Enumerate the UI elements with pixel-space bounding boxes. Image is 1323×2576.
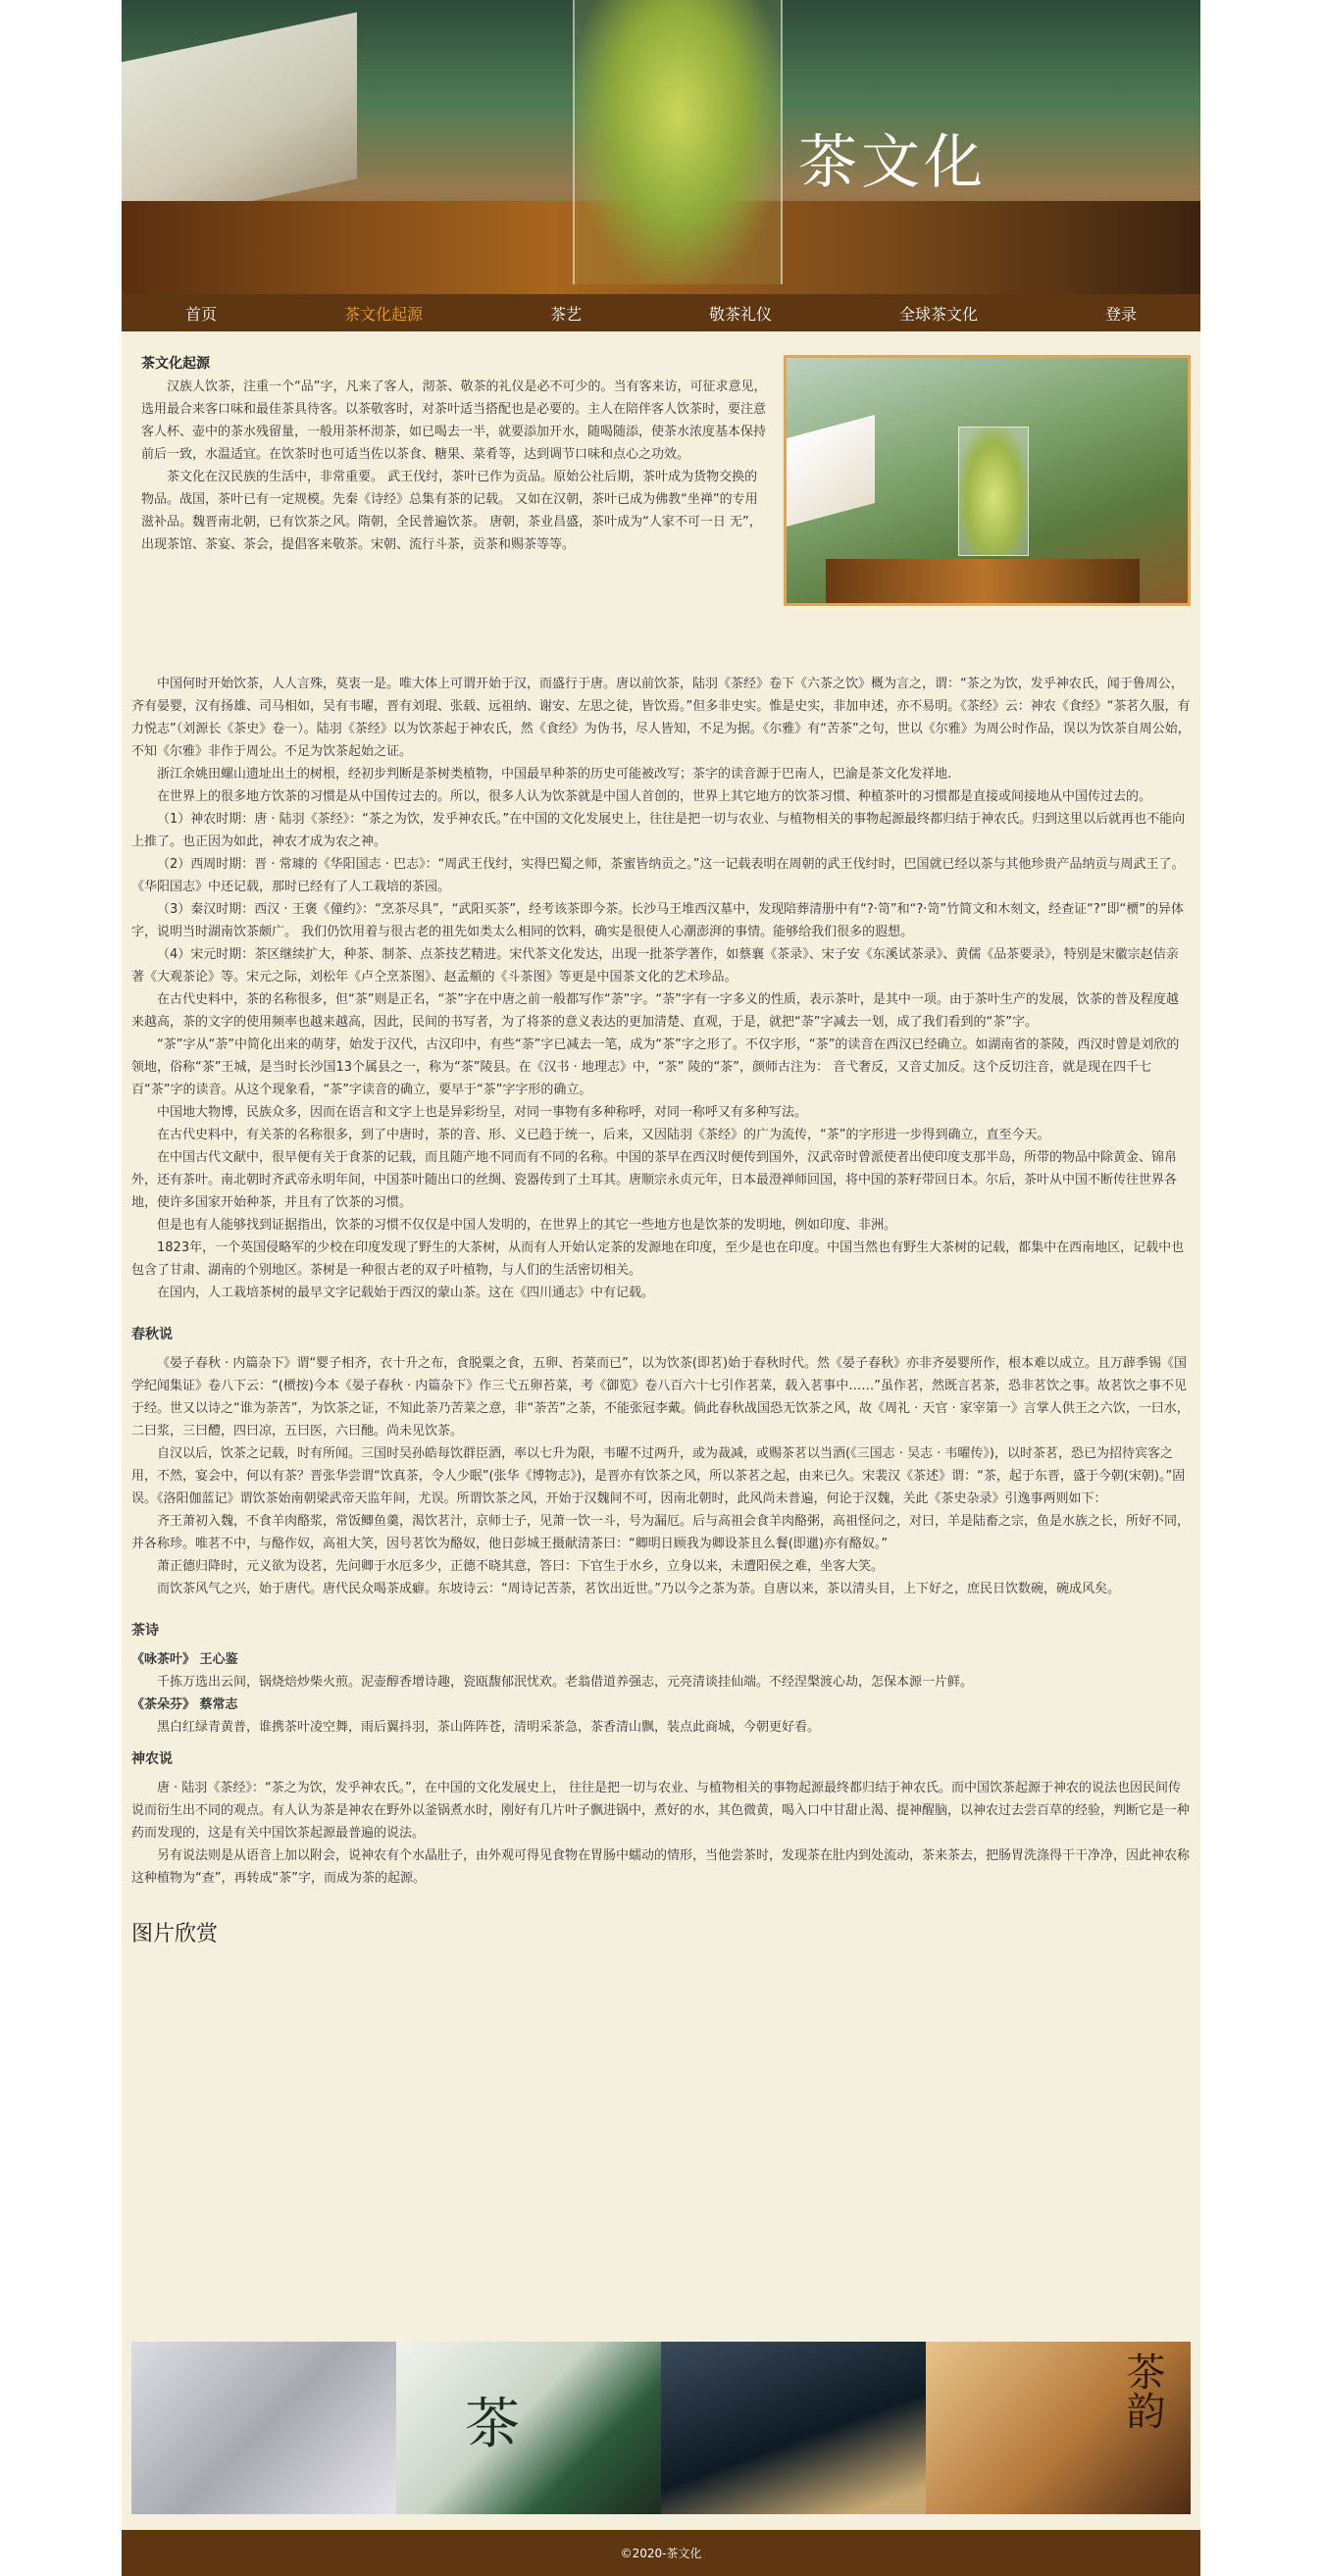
origin-paragraph: 在国内，人工栽培茶树的最早文字记载始于西汉的蒙山茶。这在《四川通志》中有记载。	[157, 1286, 655, 1300]
intro-paragraph: 汉族人饮茶，注重一个“品”字，凡来了客人，沏茶、敬茶的礼仪是必不可少的。当有客来访，可征求意见，选用最合来客口味和最佳茶具待客。以茶敬客时，对茶叶适当搭配也是必要的。主人在陪伴客人饮茶时，要注意客人杯、壶中的茶水残留量，一般用茶杯沏茶，如已喝去一半，就要添加开水，随喝随添，使茶水浓度基本保持前后一致，水温适宜。在饮茶时也可适当佐以茶食、糖果、菜肴等，达到调节口味和点心之功效。	[141, 379, 767, 462]
intro-section	[131, 353, 1191, 657]
poem-title: 《茶朵芬》 蔡常志	[131, 1697, 238, 1712]
origin-paragraph: （2）西周时期：晋 · 常璩的《华阳国志 · 巴志》：“周武王伐纣，实得巴蜀之师，茶蜜皆纳贡之。”这一记载表明在周朝的武王伐纣时，巴国就已经以茶与其他珍贵产品纳贡与周武王了。《华阳国志》中还记载，那时已经有了人工栽培的茶园。	[131, 857, 1185, 894]
gallery	[131, 2342, 1191, 2514]
chunqiu-paragraph: 自汉以后，饮茶之记载，时有所闻。三国时吴孙皓每饮群臣酒，率以七升为限，韦曜不过两升，或为裁减，或赐茶茗以当酒(《三国志 · 吴志 · 韦曜传》)，以时茶茗，恐已为招待宾客之用，不然，宴会中，何以有茶？晋张华尝谓“饮真茶，令人少眠”(张华《博物志》)，是晋亦有饮茶之风，所以茶茗之起，由来已久。宋裴汉《茶述》谓：“茶，起于东晋，盛于今朝(宋朝)。”固误。《洛阳伽蓝记》谓饮茶始南朝梁武帝天监年间，尤误。所谓饮茶之风，开始于汉魏间不可，因南北朝时，此风尚未普遍，何论于汉魏，关此《茶史杂录》引逸事两则如下：	[131, 1446, 1186, 1506]
photo-book	[787, 415, 875, 527]
nav-item-home[interactable]: 首页	[184, 304, 217, 324]
chunqiu-section	[131, 1352, 1191, 1600]
site-title: 茶文化	[798, 128, 987, 197]
poem-text: 千拣万选出云间，锅烧焙炒柴火煎。泥壶醇香增诗趣，瓷瓯馥郁泯忧欢。老翁借道养强志，元亮清谈挂仙端。不经涅槃渡心劫，怎保本源一片鲜。	[157, 1675, 974, 1690]
gallery-image-tea-set[interactable]	[926, 2342, 1191, 2514]
nav-item-etiquette[interactable]: 敬茶礼仪	[708, 304, 772, 324]
nav-item-global[interactable]: 全球茶文化	[898, 304, 978, 324]
shennong-section	[131, 1777, 1191, 1890]
banner-tea-glass-image	[573, 0, 783, 284]
origin-paragraph: 在古代史料中，有关茶的名称很多，到了中唐时，茶的音、形、义已趋于统一，后来，又因陆羽《茶经》的广为流传，“茶”的字形进一步得到确立，直至今天。	[157, 1128, 1050, 1142]
footer	[122, 2530, 1200, 2576]
gallery-image-teacup[interactable]	[661, 2342, 926, 2514]
chunqiu-paragraph: 而饮茶风气之兴，始于唐代。唐代民众喝茶成癖。东坡诗云：“周诗记苦荼，茗饮出近世。”乃以今之茶为荼。自唐以来，茶以清头目，上下好之，庶民日饮数碗，碗成风矣。	[157, 1582, 1120, 1596]
origin-paragraph: （4）宋元时期：茶区继续扩大，种茶、制茶、点茶技艺精进。宋代茶文化发达，出现一批茶学著作，如蔡襄《茶录》、宋子安《东溪试茶录》、黄儒《品茶要录》，特别是宋徽宗赵佶亲著《大观茶论》等。宋元之际，刘松年《卢仝烹茶图》、赵孟頫的《斗茶图》等更是中国茶文化的艺术珍品。	[131, 947, 1179, 985]
intro-heading: 茶文化起源	[141, 356, 210, 372]
origin-paragraph: 中国何时开始饮茶，人人言殊，莫衷一是。唯大体上可谓开始于汉，而盛行于唐。唐以前饮茶，陆羽《茶经》卷下《六茶之饮》概为言之，谓：“茶之为饮，发乎神农氏，闻于鲁周公，齐有晏婴，汉有扬雄、司马相如，吴有韦曜，晋有刘琨、张载、远祖纳、谢安、左思之徒，皆饮焉。”但多非史实。惟是史实，非加申述，亦不易明。《茶经》云：神农《食经》“茶茗久服，有力悦志”（刘源长《茶史》卷一）。陆羽《茶经》以为饮茶起于神农氏，然《食经》为伪书，尽人皆知，不足为据。《尔雅》有“苦茶”之句，世以《尔雅》为周公时作品，误以为饮茶自周公始，不知《尔雅》非作于周公。不足为饮茶起始之证。	[131, 677, 1191, 759]
chunqiu-paragraph: 萧正德归降时，元义欲为设茗，先问卿于水厄多少，正德不晓其意，答曰：下官生于水乡，立身以来，未遭阳侯之难，坐客大笑。	[157, 1559, 885, 1574]
intro-text	[141, 353, 769, 556]
nav-item-origin[interactable]: 茶文化起源	[343, 304, 423, 324]
origin-paragraph: 在中国古代文献中，很早便有关于食茶的记载，而且随产地不同而有不同的名称。中国的茶早在西汉时便传到国外，汉武帝时曾派使者出使印度支那半岛，所带的物品中除黄金、锦帛外，还有茶叶。南北朝时齐武帝永明年间，中国茶叶随出口的丝绸、瓷器传到了土耳其。唐顺宗永贞元年，日本最澄禅师回国，将中国的茶籽带回日本。尔后，茶叶从中国不断传往世界各地，使许多国家开始种茶，并且有了饮茶的习惯。	[131, 1150, 1178, 1210]
poems-section	[131, 1648, 1191, 1739]
intro-paragraph: 茶文化在汉民族的生活中，非常重要。 武王伐纣，茶叶已作为贡品。原始公社后期，茶叶成为货物交换的物品。战国，茶叶已有一定规模。先秦《诗经》总集有茶的记载。 又如在汉朝，茶叶已成为佛教“坐禅”的专用滋补品。魏晋南北朝，已有饮茶之风。隋朝，全民普遍饮茶。 唐朝，茶业昌盛，茶叶成为“人家不可一日 无”，出现茶馆、茶宴、茶会，提倡客来敬茶。宋朝、流行斗茶，贡茶和赐茶等等。	[141, 470, 762, 552]
gallery-image-landscape[interactable]	[131, 2342, 396, 2514]
copyright-text: ©2020-茶文化	[620, 2547, 702, 2560]
chunqiu-paragraph: 《晏子春秋 · 内篇杂下》谓“婴子相齐，衣十升之布，食脱粟之食，五卵、苔菜而已”，以为饮茶(即茗)始于春秋时代。然《晏子春秋》亦非齐晏婴所作，根本难以成立。且万薜季锡《国学纪闻集证》卷八下云：“(槚按)今本《晏子春秋 · 内篇杂下》作三弋五卵苔菜，考《御览》卷八百六十七引作茗菜，载入茗事中……”虽作茗，然既言茗茶，恐非茗饮之事。故茗饮之事不见于经。世又以诗之“谁为荼苦”，为饮茶之证，不知此荼乃苦菜之意，非“荼苦”之荼，不能张冠李戴。倘此春秋战国恐无饮茶之风，故《周礼 · 天官 · 家宰第一》言掌人供王之六饮，一曰水，二曰浆，三曰醴，四曰凉，五曰医，六曰酏。尚未见饮茶。	[131, 1356, 1190, 1439]
origin-paragraph: （3）秦汉时期：西汉 · 王褒《僮约》：“烹茶尽具”，“武阳买茶”，经考该茶即今茶。长沙马王堆西汉墓中，发现陪葬清册中有“?·笥”和“?·笥”竹简文和木刻文，经查证“?”即“槚”的异体字，说明当时湖南饮茶颇广。 我们仍饮用着与很古老的祖先如类太么相同的饮料，确实是很使人心潮澎湃的事情。能够给我们很多的遐想。	[131, 902, 1184, 939]
origin-paragraph: “茶”字从“荼”中简化出来的萌芽，始发于汉代，古汉印中，有些“荼”字已减去一笔，成为“茶”字之形了。不仅字形，“茶”的读音在西汉已经确立。如湖南省的茶陵，西汉时曾是刘欣的领地，俗称“茶”王城，是当时长沙国13个属县之一，称为“茶”陵县。在《汉书 · 地理志》中，“茶” 陵的“茶”，颜师古注为： 音弋奢反，又音丈加反。这个反切注音，就是现在四千七百“茶”字的读音。从这个现象看，“茶”字读音的确立，要早于“茶”字字形的确立。	[131, 1037, 1180, 1097]
origin-paragraph: 在古代史料中，茶的名称很多，但“茶”则是正名，“茶”字在中唐之前一般都写作“荼”字。“荼”字有一字多义的性质，表示茶叶，是其中一项。由于茶叶生产的发展，饮茶的普及程度越来越高，茶的文字的使用频率也越来越高，因此，民间的书写者，为了将茶的意义表达的更加清楚、直观，于是，就把“荼”字减去一划，成了我们看到的“茶”字。	[131, 992, 1179, 1030]
shennong-paragraph: 唐 · 陆羽《茶经》：“茶之为饮，发乎神农氏。”，在中国的文化发展史上， 往往是把一切与农业、与植物相关的事物起源最终都归结于神农氏。而中国饮茶起源于神农的说法也因民间传说而衍生出不同的观点。有人认为茶是神农在野外以釜锅煮水时，刚好有几片叶子飘进锅中，煮好的水，其色微黄，喝入口中甘甜止渴、提神醒脑，以神农过去尝百草的经验，判断它是一种药而发现的，这是有关中国饮茶起源最普遍的说法。	[131, 1781, 1191, 1841]
origin-paragraph: 1823年，一个英国侵略军的少校在印度发现了野生的大茶树，从而有人开始认定茶的发源地在印度，至少是也在印度。中国当然也有野生大茶树的记载，都集中在西南地区，记载中也包含了甘肃、湖南的个别地区。茶树是一种很古老的双子叶植物，与人们的生活密切相关。	[131, 1240, 1185, 1278]
origin-paragraph: 但是也有人能够找到证据指出，饮茶的习惯不仅仅是中国人发明的，在世界上的其它一些地方也是饮茶的发明地，例如印度、非洲。	[157, 1218, 897, 1233]
chunqiu-heading: 春秋说	[131, 1327, 173, 1342]
main-content	[131, 353, 1191, 1945]
chunqiu-paragraph: 齐王萧初入魏，不食羊肉酪浆，常饭鲫鱼羹，渴饮茗汁，京师士子，见萧一饮一斗，号为漏厄。后与高祖会食羊肉酪粥，高祖怪问之，对曰，羊是陆畜之宗，鱼是水族之长，所好不同，并各称珍。唯茗不中，与酪作奴，高祖大笑，因号茗饮为酪奴，他日彭城王摄献清茶曰：“卿明日顾我为卿设茶且么餐(即邋)亦有酪奴。”	[131, 1514, 1191, 1551]
photo-board	[826, 559, 1140, 603]
poem-title: 《咏茶叶》 王心鉴	[131, 1652, 238, 1667]
photo-tea-glass	[958, 427, 1029, 556]
poems-heading: 茶诗	[131, 1623, 159, 1639]
origin-paragraph: 在世界上的很多地方饮茶的习惯是从中国传过去的。所以，很多人认为饮茶就是中国人首创的，世界上其它地方的饮茶习惯、种植茶叶的习惯都是直接或间接地从中国传过去的。	[157, 789, 1152, 804]
main-nav	[122, 294, 1200, 331]
page-wrapper	[122, 0, 1200, 2576]
nav-item-login[interactable]: 登录	[1104, 304, 1137, 324]
gallery-image-teapot[interactable]	[396, 2342, 661, 2514]
banner-book-image	[122, 12, 357, 232]
shennong-paragraph: 另有说法则是从语音上加以附会，说神农有个水晶肚子，由外观可得见食物在胃肠中蠕动的情形，当他尝茶时，发现茶在肚内到处流动，茶来茶去，把肠胃洗涤得干干净净，因此神农称这种植物为“查”，再转成“茶”字，而成为茶的起源。	[131, 1848, 1191, 1886]
nav-item-tea-art[interactable]: 茶艺	[549, 304, 582, 324]
shennong-heading: 神农说	[131, 1751, 173, 1767]
origin-paragraph: （1）神农时期：唐 · 陆羽《茶经》：“茶之为饮，发乎神农氏。”在中国的文化发展史上，往往是把一切与农业、与植物相关的事物起源最终都归结于神农氏。归到这里以后就再也不能向上推了。也正因为如此，神农才成为农之神。	[131, 812, 1186, 849]
origin-paragraph: 中国地大物博，民族众多，因而在语言和文字上也是异彩纷呈，对同一事物有多种称呼，对同一称呼又有多种写法。	[157, 1105, 808, 1120]
intro-tea-photo	[784, 355, 1191, 606]
gallery-tea-calligraphy: 茶韵	[1120, 2351, 1165, 2430]
origin-paragraph: 浙江余姚田螺山遗址出土的树根，经初步判断是茶树类植物，中国最早种茶的历史可能被改写；茶字的读音源于巴南人，巴渝是茶文化发祥地.	[157, 767, 952, 782]
gallery-tea-character: 茶	[465, 2393, 520, 2456]
gallery-heading: 图片欣赏	[131, 1922, 219, 1946]
origin-section	[131, 673, 1191, 1304]
poem-text: 黑白红绿青黄普，谁携茶叶凌空舞，雨后翼抖羽，茶山阵阵苍，清明采茶急，茶香清山飘，装点此商城，今朝更好看。	[157, 1720, 821, 1735]
header-banner	[122, 0, 1200, 294]
